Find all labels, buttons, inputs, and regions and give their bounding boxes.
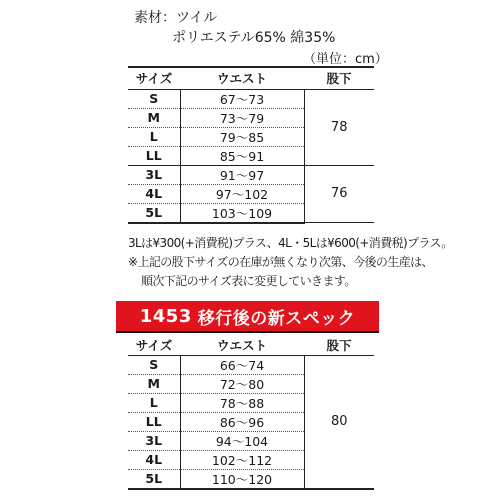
header-inseam: 股下	[304, 67, 374, 89]
table-header-row	[128, 67, 374, 89]
model-number: 1453	[139, 306, 192, 327]
waist-cell: 103〜109	[180, 203, 304, 223]
inseam-cell: 80	[304, 355, 374, 489]
unit-label: （単位：cm）	[303, 52, 388, 67]
waist-cell: 85〜91	[180, 146, 304, 165]
header-size: サイズ	[128, 67, 180, 89]
size-cell: S	[128, 89, 180, 108]
waist-cell: 97〜102	[180, 184, 304, 203]
table-row	[128, 89, 374, 108]
divider	[116, 331, 379, 333]
note-price: 3Lは¥300(+消費税)プラス、4L・5Lは¥600(+消費税)プラス。	[128, 236, 453, 250]
header-size: サイズ	[128, 335, 180, 355]
material-info	[134, 8, 335, 48]
banner-text: 移行後の新スペック	[197, 309, 356, 329]
size-cell: 3L	[128, 165, 180, 184]
waist-cell: 110〜120	[180, 469, 304, 489]
new-spec-banner	[116, 301, 379, 332]
waist-cell: 91〜97	[180, 165, 304, 184]
waist-cell: 78〜88	[180, 393, 304, 412]
material-line-composition: ポリエステル65% 綿35%	[172, 30, 336, 46]
waist-cell: 73〜79	[180, 108, 304, 127]
size-cell: L	[128, 393, 180, 412]
inseam-cell: 78	[304, 89, 374, 165]
size-cell: 3L	[128, 431, 180, 450]
size-table-new	[128, 335, 374, 490]
waist-cell: 66〜74	[180, 355, 304, 374]
table-row	[128, 165, 374, 184]
size-table-current	[128, 66, 374, 224]
header-waist: ウエスト	[180, 335, 304, 355]
waist-cell: 102〜112	[180, 450, 304, 469]
note-change: 順次下記のサイズ表に変更していきます。	[141, 274, 356, 288]
size-cell: 4L	[128, 184, 180, 203]
size-cell: 5L	[128, 203, 180, 223]
size-cell: M	[128, 374, 180, 393]
waist-cell: 72〜80	[180, 374, 304, 393]
size-cell: LL	[128, 146, 180, 165]
waist-cell: 67〜73	[180, 89, 304, 108]
size-cell: LL	[128, 412, 180, 431]
note-stock: ※上記の股下サイズの在庫が無くなり次第、今後の生産は、	[128, 255, 433, 269]
material-line-fabric: 素材：ツイル	[134, 10, 218, 26]
size-cell: S	[128, 355, 180, 374]
size-cell: 5L	[128, 469, 180, 489]
size-cell: L	[128, 127, 180, 146]
table-row	[128, 355, 374, 374]
inseam-cell: 76	[304, 165, 374, 223]
size-cell: 4L	[128, 450, 180, 469]
table-header-row	[128, 335, 374, 355]
header-inseam: 股下	[304, 335, 374, 355]
waist-cell: 94〜104	[180, 431, 304, 450]
header-waist: ウエスト	[180, 67, 304, 89]
size-cell: M	[128, 108, 180, 127]
waist-cell: 86〜96	[180, 412, 304, 431]
notes	[128, 234, 453, 291]
waist-cell: 79〜85	[180, 127, 304, 146]
